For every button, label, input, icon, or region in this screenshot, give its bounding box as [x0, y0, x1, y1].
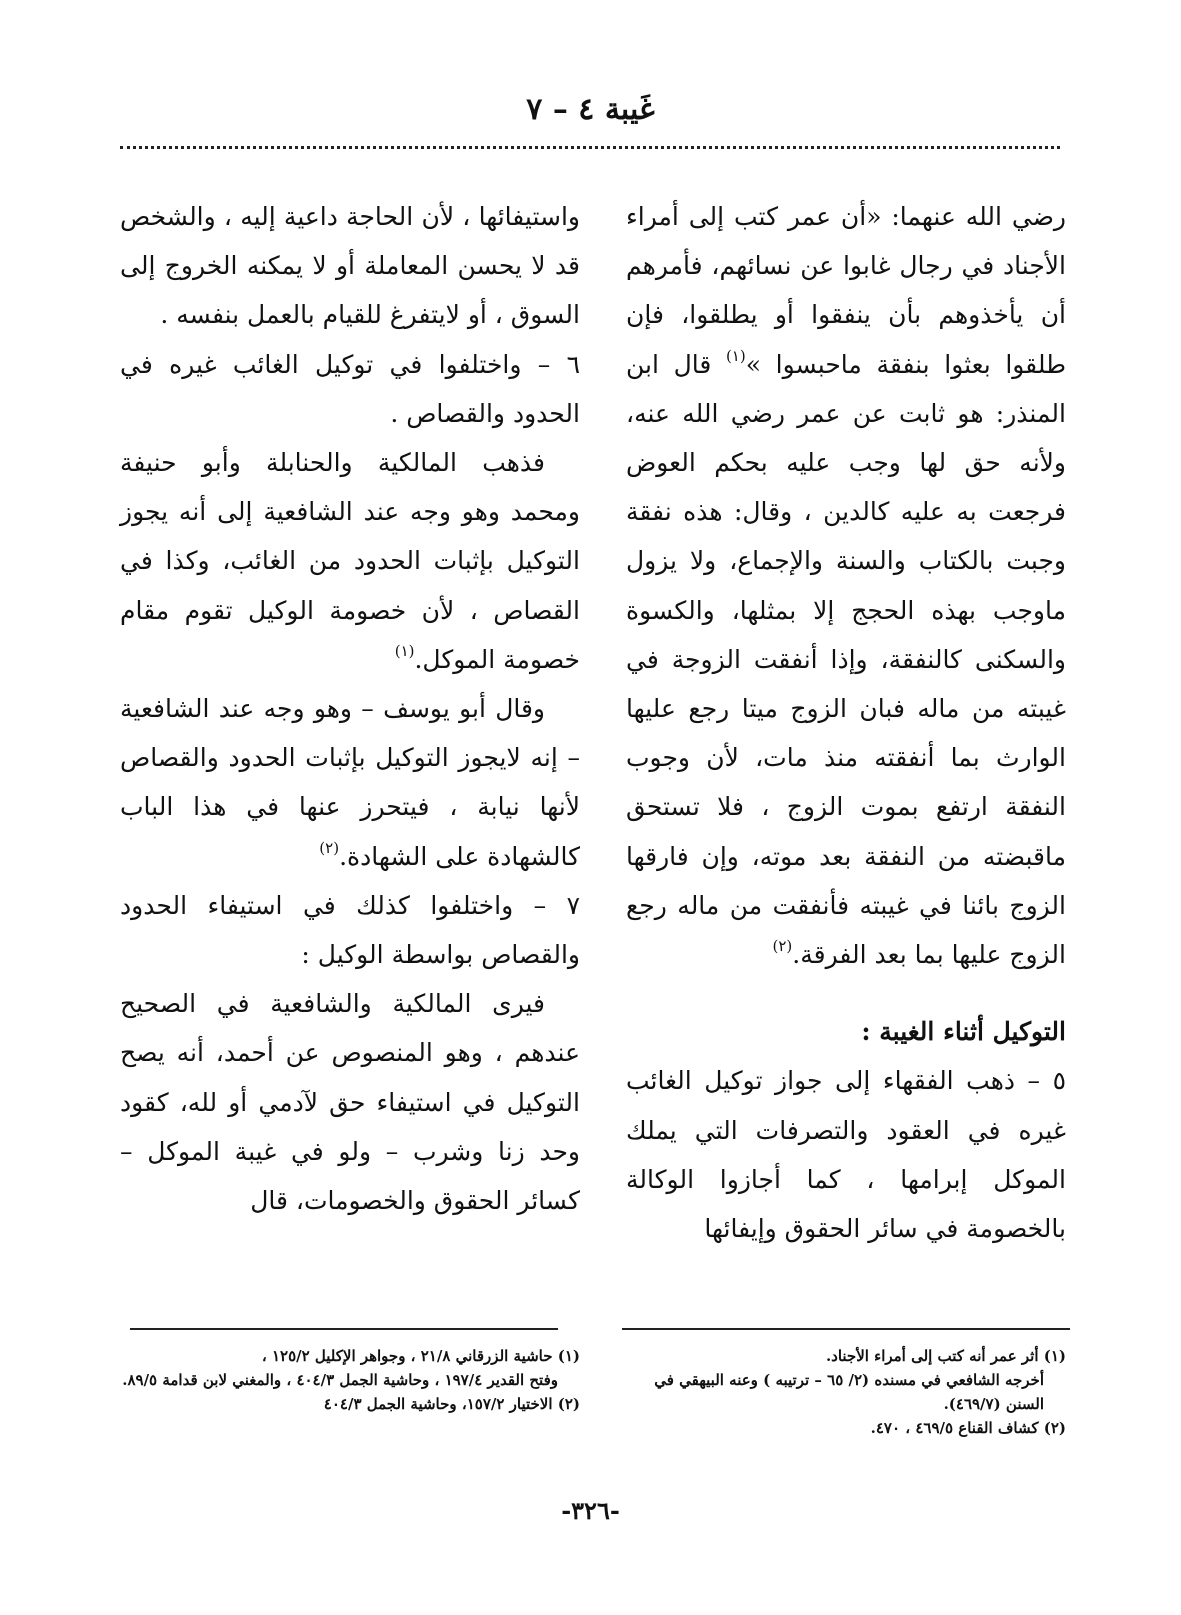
- footnote-rule-left: [130, 1328, 558, 1330]
- footnote-line: (٢) كشاف القناع ٤٦٩/٥ ، ٤٧٠.: [870, 1419, 1066, 1437]
- footnote-line: (١) أثر عمر أنه كتب إلى أمراء الأجناد.: [825, 1347, 1066, 1365]
- left-paragraph-3: [120, 438, 580, 684]
- left-text-column: [120, 192, 580, 1225]
- page-title: غَيبة ٤ – ٧: [526, 92, 655, 127]
- right-paragraph-1-tail: قال ابن المنذر: هو ثابت عن عمر رضي الله عنه، ولأنه حق لها وجب عليه بحكم العوض فرجعت به عليه كالدين ، وقال: هذه نفقة وجبت بالكتاب والسنة والإجماع، ولا يزول ماوجب بهذه الحجج إلا بمثلها، والكسوة والسكنى كالنفقة، وإذا أنفقت الزوجة في غيبته من ماله فبان الزوج ميتا رجع عليها الوارث بما أنفقته منذ مات، لأن وجوب النفقة ارتفع بموت الزوج ، فلا تستحق ماقبضته من النفقة بعد موته، وإن فارقها الزوج بائنا في غيبته فأنفقت من ماله رجع الزوج عليها بما بعد الفرقة.: [626, 349, 1066, 970]
- footnote-line: أخرجه الشافعي في مسنده (٢/ ٦٥ – ترتيبه ) وعنه البيهقي في السنن (٤٦٩/٧).: [654, 1371, 1044, 1413]
- footnotes-left: [120, 1344, 580, 1416]
- section-heading: التوكيل أثناء الغيبة :: [861, 1017, 1066, 1047]
- page-number: -٣٢٦-: [561, 1496, 620, 1525]
- left-paragraph-5: ٧ – واختلفوا كذلك في استيفاء الحدود والقصاص بواسطة الوكيل :: [120, 890, 580, 970]
- left-paragraph-1: واستيفائها ، لأن الحاجة داعية إليه ، والشخص قد لا يحسن المعاملة أو لا يمكنه الخروج إلى السوق ، أو لايتفرغ للقيام بالعمل بنفسه .: [120, 202, 580, 330]
- left-paragraph-4-text: وقال أبو يوسف – وهو وجه عند الشافعية – إنه لايجوز التوكيل بإثبات الحدود والقصاص لأنها نيابة ، فيتحرز عنها في هذا الباب كالشهادة على الشهادة.: [120, 694, 580, 871]
- right-paragraph-1-text: رضي الله عنهما: «أن عمر كتب إلى أمراء الأجناد في رجال غابوا عن نسائهم، فأمرهم أن يأخذوهم بأن ينفقوا أو يطلقوا، فإن طلقوا بعثوا بنفقة ماحبسوا »: [626, 202, 1067, 379]
- left-paragraph-2: ٦ – واختلفوا في توكيل الغائب غيره في الحدود والقصاص .: [120, 349, 580, 428]
- footnote-line: (٢) الاختيار ١٥٧/٢، وحاشية الجمل ٤٠٤/٣: [323, 1395, 580, 1413]
- right-text-column: [626, 192, 1066, 1253]
- footnote-line: وفتح القدير ١٩٧/٤ ، وحاشية الجمل ٤٠٤/٣ ، والمغني لابن قدامة ٨٩/٥.: [122, 1371, 558, 1389]
- right-paragraph-2: ٥ – ذهب الفقهاء إلى جواز توكيل الغائب غيره في العقود والتصرفات التي يملك الموكل إبرامها ، كما أجازوا الوكالة بالخصومة في سائر الحقوق وإيفائها: [626, 1066, 1066, 1244]
- footnote-rule-right: [622, 1328, 1070, 1330]
- left-paragraph-6: فيرى المالكية والشافعية في الصحيح عندهم ، وهو المنصوص عن أحمد، أنه يصح التوكيل في استيفاء حق لآدمي أو لله، كقود وحد زنا وشرب – ولو في غيبة الموكل – كسائر الحقوق والخصومات، قال: [120, 989, 580, 1216]
- footnotes-right: [626, 1344, 1066, 1440]
- footnote-ref: (٢): [319, 838, 340, 857]
- footnote-ref: (٢): [772, 937, 793, 956]
- footnote-ref: (١): [725, 346, 746, 365]
- right-paragraph-1: [626, 192, 1066, 979]
- left-paragraph-4: [120, 684, 580, 881]
- footnote-ref: (١): [394, 641, 415, 660]
- footnote-line: (١) حاشية الزرقاني ٢١/٨ ، وجواهر الإكليل ١٢٥/٢ ،: [261, 1347, 580, 1365]
- header-dotted-rule: [120, 146, 1060, 149]
- left-paragraph-3-text: فذهب المالكية والحنابلة وأبو حنيفة ومحمد وهو وجه عند الشافعية إلى أنه يجوز التوكيل بإثبات الحدود من الغائب، وكذا في القصاص ، لأن خصومة الوكيل تقوم مقام خصومة الموكل.: [120, 448, 580, 674]
